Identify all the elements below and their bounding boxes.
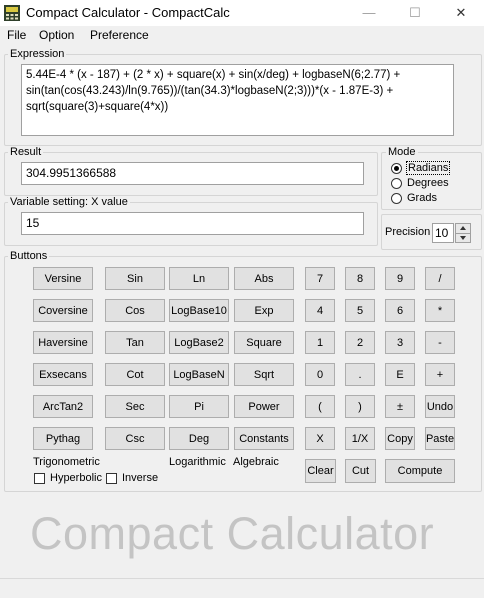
x-value-input[interactable]: 15 xyxy=(21,212,364,235)
x-button[interactable]: X xyxy=(305,427,335,450)
undo-button[interactable]: Undo xyxy=(425,395,455,418)
precision-label: Precision xyxy=(385,226,431,238)
8-button[interactable]: 8 xyxy=(345,267,375,290)
close-paren-button[interactable]: ) xyxy=(345,395,375,418)
pi-button[interactable]: Pi xyxy=(169,395,229,418)
copy-button[interactable]: Copy xyxy=(385,427,415,450)
ln-button[interactable]: Ln xyxy=(169,267,229,290)
constants-button[interactable]: Constants xyxy=(234,427,294,450)
caption-algebraic: Algebraic xyxy=(233,456,279,468)
precision-input[interactable]: 10 xyxy=(432,223,454,243)
0-button[interactable]: 0 xyxy=(305,363,335,386)
minus-button[interactable]: - xyxy=(425,331,455,354)
1-button[interactable]: 1 xyxy=(305,331,335,354)
coversine-button[interactable]: Coversine xyxy=(33,299,93,322)
haversine-button[interactable]: Haversine xyxy=(33,331,93,354)
close-button[interactable] xyxy=(438,0,484,26)
sec-button[interactable]: Sec xyxy=(105,395,165,418)
compute-button[interactable]: Compute xyxy=(385,459,455,483)
5-button[interactable]: 5 xyxy=(345,299,375,322)
spin-down-icon[interactable] xyxy=(460,236,466,240)
decimal-button[interactable]: . xyxy=(345,363,375,386)
precision-spinner[interactable] xyxy=(455,223,471,243)
status-bar xyxy=(0,578,484,598)
3-button[interactable]: 3 xyxy=(385,331,415,354)
paste-button[interactable]: Paste xyxy=(425,427,455,450)
logbasen-button[interactable]: LogBaseN xyxy=(169,363,229,386)
close-icon: ✕ xyxy=(455,5,467,20)
cut-button[interactable]: Cut xyxy=(345,459,376,483)
clear-button[interactable]: Clear xyxy=(305,459,336,483)
2-button[interactable]: 2 xyxy=(345,331,375,354)
menu-preference[interactable]: Preference xyxy=(90,28,149,42)
inverse-label[interactable]: Inverse xyxy=(122,472,159,484)
divide-button[interactable]: / xyxy=(425,267,455,290)
4-button[interactable]: 4 xyxy=(305,299,335,322)
spin-up-icon[interactable] xyxy=(460,226,466,230)
cot-button[interactable]: Cot xyxy=(105,363,165,386)
minimize-icon: — xyxy=(362,5,376,20)
radians-label[interactable]: Radians xyxy=(408,162,449,174)
menu-option[interactable]: Option xyxy=(39,28,75,42)
grads-radio[interactable] xyxy=(391,193,402,204)
caption-logarithmic: Logarithmic xyxy=(169,456,226,468)
menu-file[interactable]: File xyxy=(7,28,27,42)
window-title: Compact Calculator - CompactCalc xyxy=(26,5,230,20)
variable-label: Variable setting: X value xyxy=(10,196,128,208)
exp-button[interactable]: Exp xyxy=(234,299,294,322)
radians-radio[interactable] xyxy=(391,163,402,174)
exsecans-button[interactable]: Exsecans xyxy=(33,363,93,386)
maximize-button[interactable] xyxy=(392,0,438,26)
cos-button[interactable]: Cos xyxy=(105,299,165,322)
deg-button[interactable]: Deg xyxy=(169,427,229,450)
degrees-radio[interactable] xyxy=(391,178,402,189)
minimize-button[interactable] xyxy=(346,0,392,26)
inverse-checkbox[interactable] xyxy=(106,473,117,484)
mode-label: Mode xyxy=(388,146,416,158)
expression-line: sin(tan(cos(43.243)/ln(9.765))/(tan(34.3)*logbaseN(2;3)))*(x - 1.87E-3) + xyxy=(26,85,394,97)
maximize-icon: ☐ xyxy=(409,5,421,20)
grads-label[interactable]: Grads xyxy=(407,192,437,204)
sqrt-button[interactable]: Sqrt xyxy=(234,363,294,386)
csc-button[interactable]: Csc xyxy=(105,427,165,450)
hyperbolic-checkbox[interactable] xyxy=(34,473,45,484)
9-button[interactable]: 9 xyxy=(385,267,415,290)
expression-label: Expression xyxy=(10,48,65,60)
result-label: Result xyxy=(10,146,42,158)
sin-button[interactable]: Sin xyxy=(105,267,165,290)
result-field[interactable]: 304.9951366588 xyxy=(21,162,364,185)
hyperbolic-label[interactable]: Hyperbolic xyxy=(50,472,102,484)
brand-watermark: Compact Calculator xyxy=(30,508,435,559)
e-button[interactable]: E xyxy=(385,363,415,386)
arctan2-button[interactable]: ArcTan2 xyxy=(33,395,93,418)
versine-button[interactable]: Versine xyxy=(33,267,93,290)
logbase2-button[interactable]: LogBase2 xyxy=(169,331,229,354)
abs-button[interactable]: Abs xyxy=(234,267,294,290)
7-button[interactable]: 7 xyxy=(305,267,335,290)
power-button[interactable]: Power xyxy=(234,395,294,418)
expression-line: 5.44E-4 * (x - 187) + (2 * x) + square(x) + sin(x/deg) + logbaseN(6;2.77) + xyxy=(26,69,401,81)
6-button[interactable]: 6 xyxy=(385,299,415,322)
open-paren-button[interactable]: ( xyxy=(305,395,335,418)
multiply-button[interactable]: * xyxy=(425,299,455,322)
app-calculator-icon xyxy=(4,5,20,21)
expression-line: sqrt(square(3)+square(4*x)) xyxy=(26,101,169,113)
tan-button[interactable]: Tan xyxy=(105,331,165,354)
logbase10-button[interactable]: LogBase10 xyxy=(169,299,229,322)
degrees-label[interactable]: Degrees xyxy=(407,177,449,189)
expression-input[interactable] xyxy=(21,64,454,136)
caption-trigonometric: Trigonometric xyxy=(33,456,100,468)
square-button[interactable]: Square xyxy=(234,331,294,354)
pythag-button[interactable]: Pythag xyxy=(33,427,93,450)
negate-button[interactable]: ± xyxy=(385,395,415,418)
1-x-button[interactable]: 1/X xyxy=(345,427,375,450)
buttons-label: Buttons xyxy=(10,250,48,262)
plus-button[interactable]: + xyxy=(425,363,455,386)
